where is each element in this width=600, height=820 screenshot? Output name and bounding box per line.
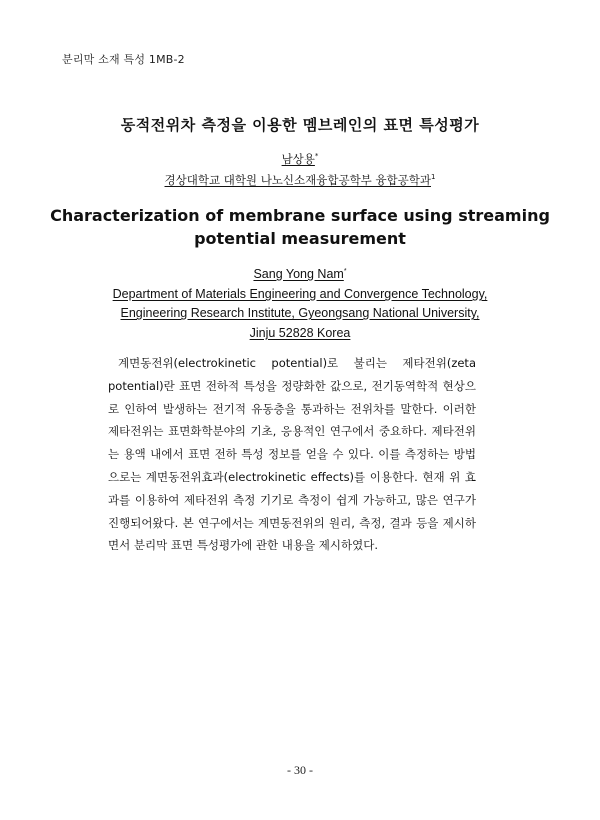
english-affiliation-line-1: Department of Materials Engineering and Convergence Technology, xyxy=(112,287,488,301)
page-number: - 30 - xyxy=(287,763,313,777)
korean-affiliation-line xyxy=(0,172,600,188)
english-author-mark: * xyxy=(343,268,347,275)
abstract-paragraph: 계면동전위(electrokinetic potential)로 불리는 제타전위(zeta potential)란 표면 전하적 특성을 정량화한 값으로, 전기동역학적 현상으로 인하여 발생하는 전기적 유동층을 통과하는 전위차를 말한다. 이러한 제타전위는 표면화학분야의 기초, 응용적인 연구에서 중요하다. 제타전위는 용액 내에서 표면 전하 특성 정보를 얻을 수 있다. 이를 측정하는 방법으로는 계면동전위효과(electrokinetic effects)를 이용한다. 현재 위 효과를 이용하여 제타전위 측정 기기로 측정이 쉽게 가능하고, 많은 연구가 진행되어왔다. 본 연구에서는 계면동전위의 원리, 측정, 결과 등을 제시하면서 분리막 표면 특성평가에 관한 내용을 제시하였다. xyxy=(108,356,476,553)
english-title-line-1: Characterization of membrane surface using streaming xyxy=(50,206,550,225)
english-affiliation-line-2: Engineering Research Institute, Gyeongsang National University, xyxy=(120,306,480,320)
english-title-line-2: potential measurement xyxy=(194,229,406,248)
english-author: Sang Yong Nam xyxy=(253,267,344,281)
korean-author: 남상용 xyxy=(281,152,315,166)
series-tag: 분리막 소재 특성 1MB-2 xyxy=(62,53,185,66)
english-author-line xyxy=(0,267,600,281)
korean-title: 동적전위차 측정을 이용한 멤브레인의 표면 특성평가 xyxy=(120,116,480,134)
korean-author-line xyxy=(0,151,600,167)
korean-author-mark: * xyxy=(314,152,319,160)
korean-affiliation-mark: 1 xyxy=(431,173,436,181)
english-affiliation-line-3: Jinju 52828 Korea xyxy=(249,326,351,340)
korean-affiliation: 경상대학교 대학원 나노신소재융합공학부 융합공학과 xyxy=(164,173,431,187)
